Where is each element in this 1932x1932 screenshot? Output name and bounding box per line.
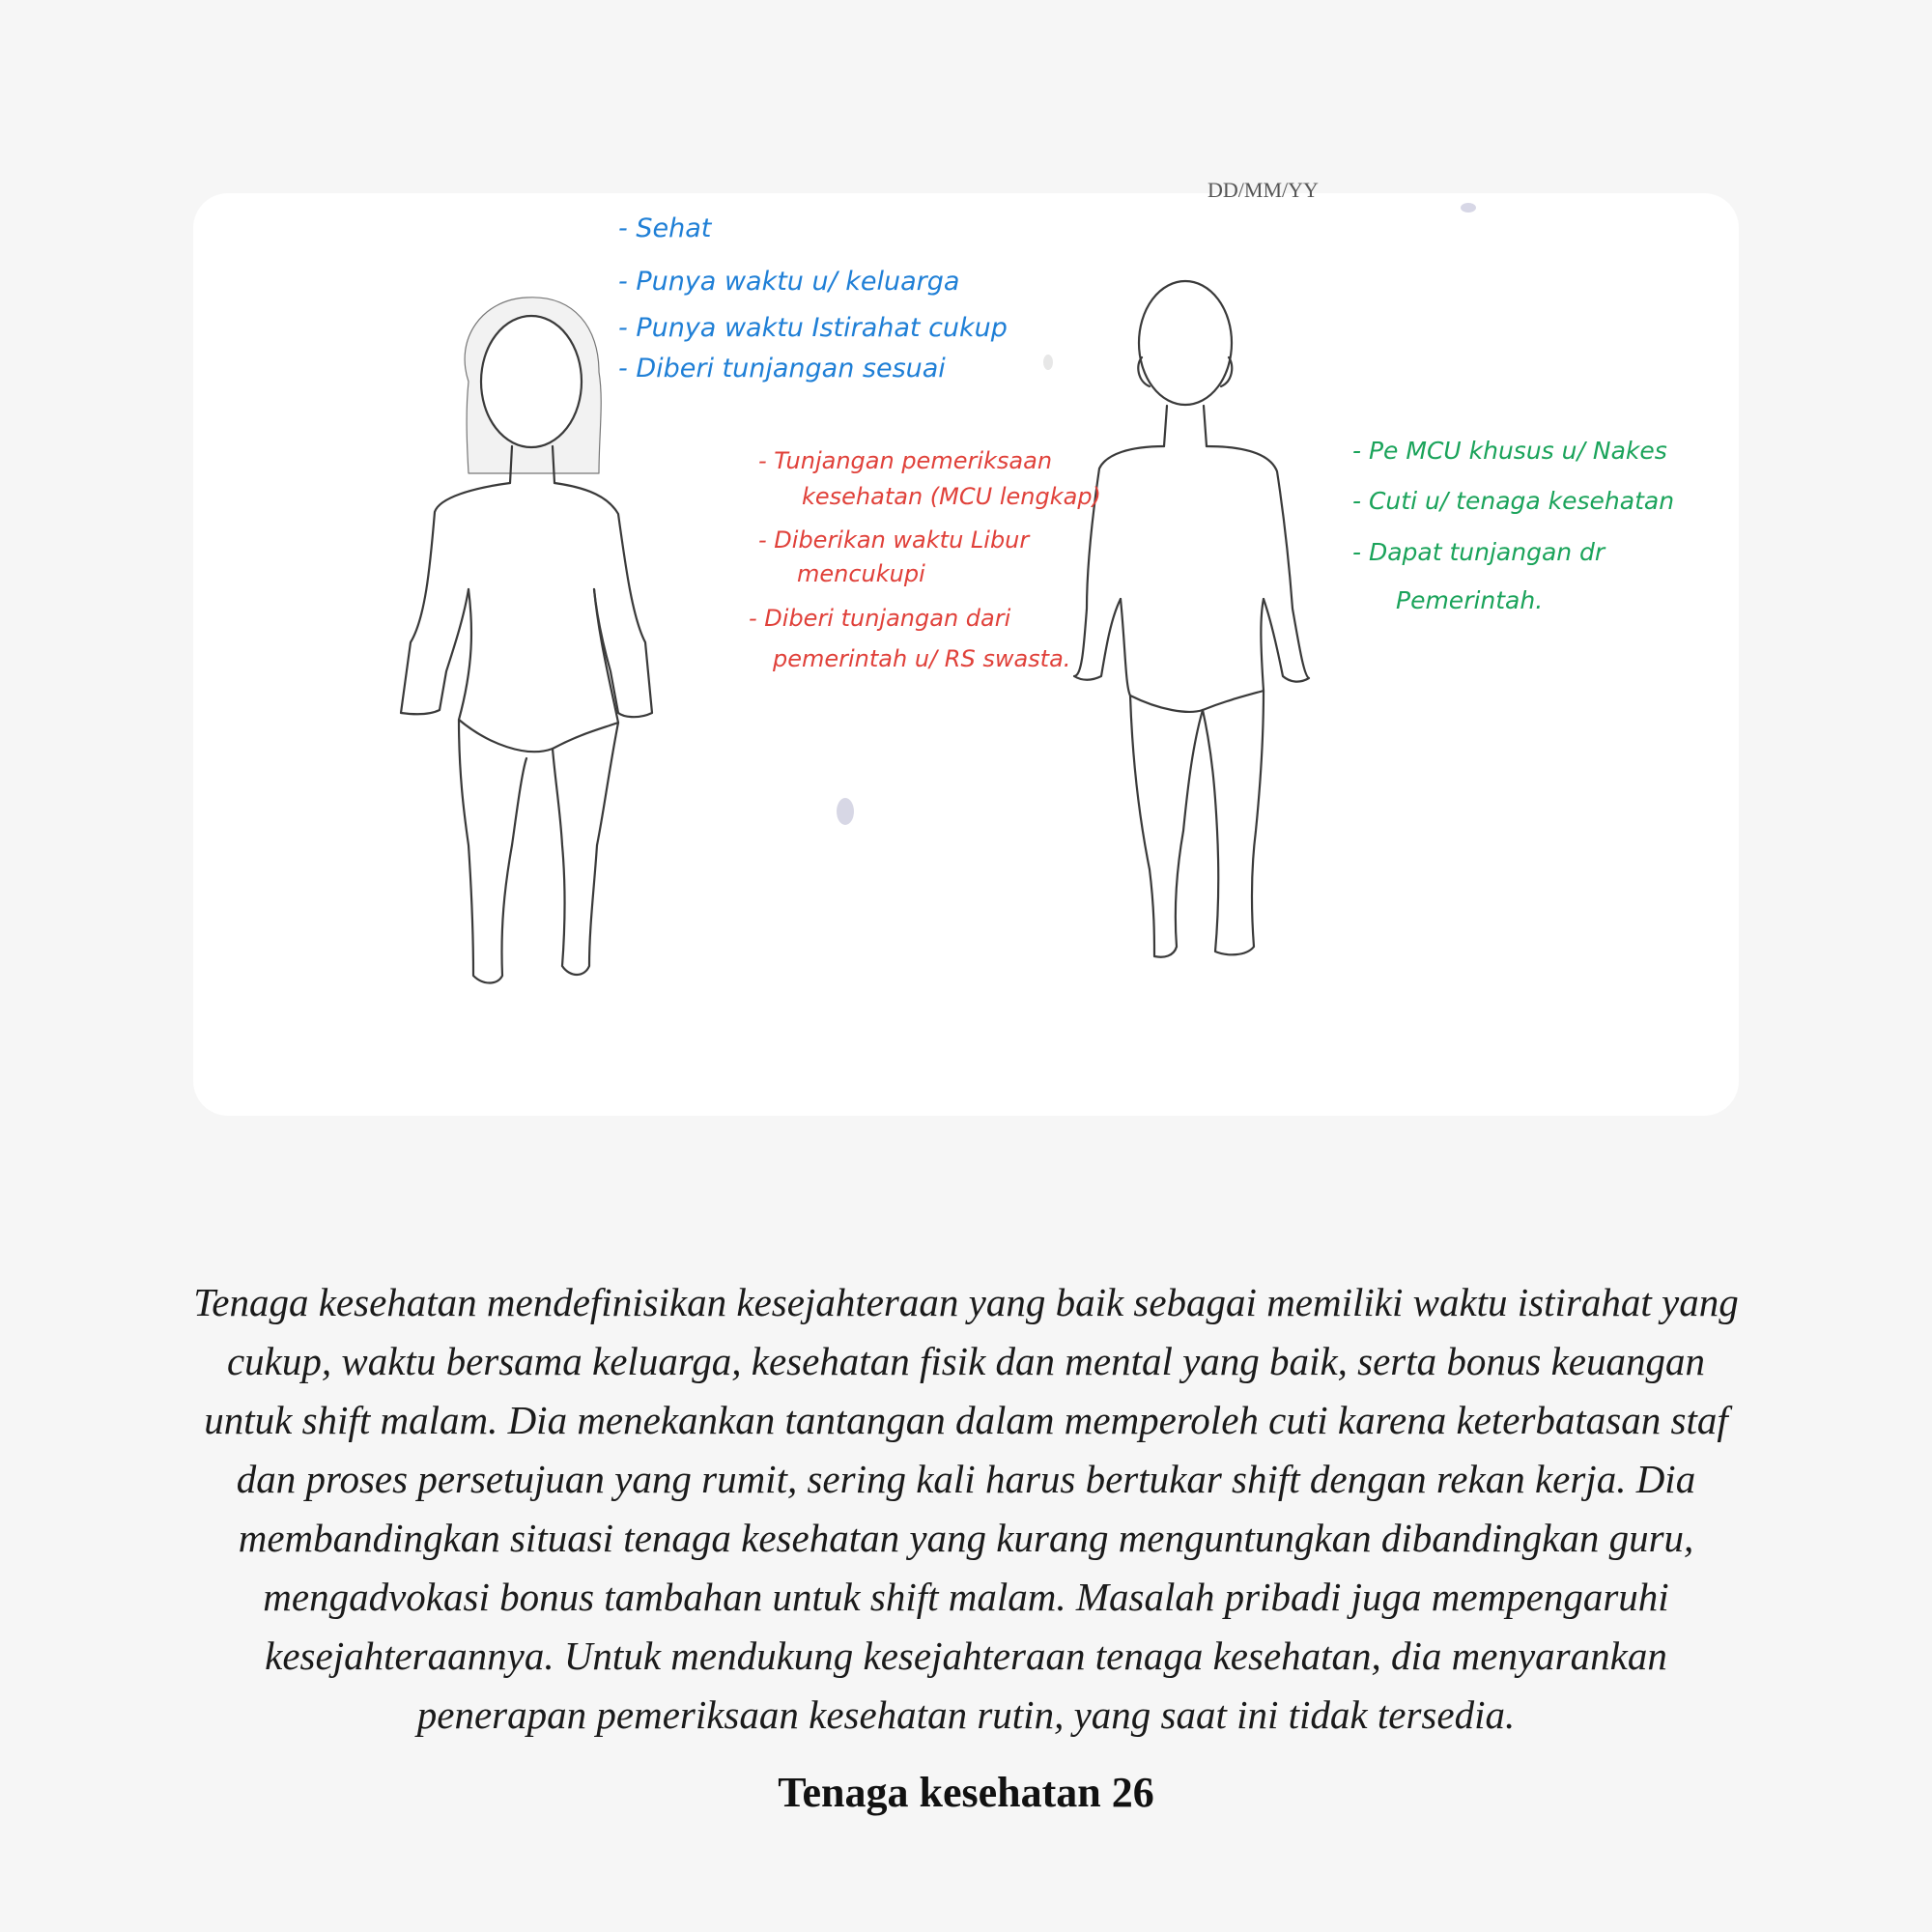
hand-drawing (193, 178, 1739, 1116)
note-line: - Tunjangan pemeriksaan (758, 447, 1053, 474)
note-line: - Diberi tunjangan dari (749, 605, 1011, 632)
left-body-figure (401, 298, 652, 983)
drawing-card (193, 178, 1739, 1116)
note-line: mencukupi (797, 560, 925, 587)
note-line: - Cuti u/ tenaga kesehatan (1352, 487, 1675, 515)
smudge (1043, 355, 1053, 370)
right-body-figure (1074, 281, 1309, 957)
caption-title: Tenaga kesehatan 26 (778, 1769, 1154, 1816)
red-notes (749, 447, 1101, 672)
smudge (837, 798, 854, 825)
note-line: - Sehat (618, 213, 712, 243)
description-paragraph: Tenaga kesehatan mendefinisikan kesejahteraan yang baik sebagai memiliki waktu istirahat yang cukup, waktu bersama keluarga, kesehatan fisik dan mental yang baik, serta bonus keuangan untuk shift malam. Dia menekankan tantangan dalam memperoleh cuti karena keterbatasan staf dan proses persetujuan yang rumit, sering kali harus bertukar shift dengan rekan kerja. Dia membandingkan situasi tenaga kesehatan yang kurang menguntungkan dibandingkan guru, mengadvokasi bonus tambahan untuk shift malam. Masalah pribadi juga mempengaruhi kesejahteraannya. Untuk mendukung kesejahteraan tenaga kesehatan, dia menyarankan penerapan pemeriksaan kesehatan rutin, yang saat ini tidak tersedia. (193, 1280, 1739, 1737)
note-line: - Pe MCU khusus u/ Nakes (1352, 437, 1667, 465)
note-line: - Punya waktu Istirahat cukup (618, 313, 1008, 343)
note-line: - Diberikan waktu Libur (758, 526, 1030, 554)
note-line: - Dapat tunjangan dr (1352, 538, 1605, 566)
note-line: Pemerintah. (1396, 586, 1544, 614)
green-notes (1352, 437, 1674, 614)
header-fragment: DD/MM/YY (1208, 178, 1319, 202)
note-line: kesehatan (MCU lengkap) (802, 483, 1101, 510)
note-line: - Diberi tunjangan sesuai (618, 354, 946, 384)
blue-notes (618, 213, 1008, 384)
note-line: pemerintah u/ RS swasta. (773, 645, 1071, 672)
note-line: - Punya waktu u/ keluarga (618, 267, 960, 297)
smudge (1461, 203, 1476, 213)
